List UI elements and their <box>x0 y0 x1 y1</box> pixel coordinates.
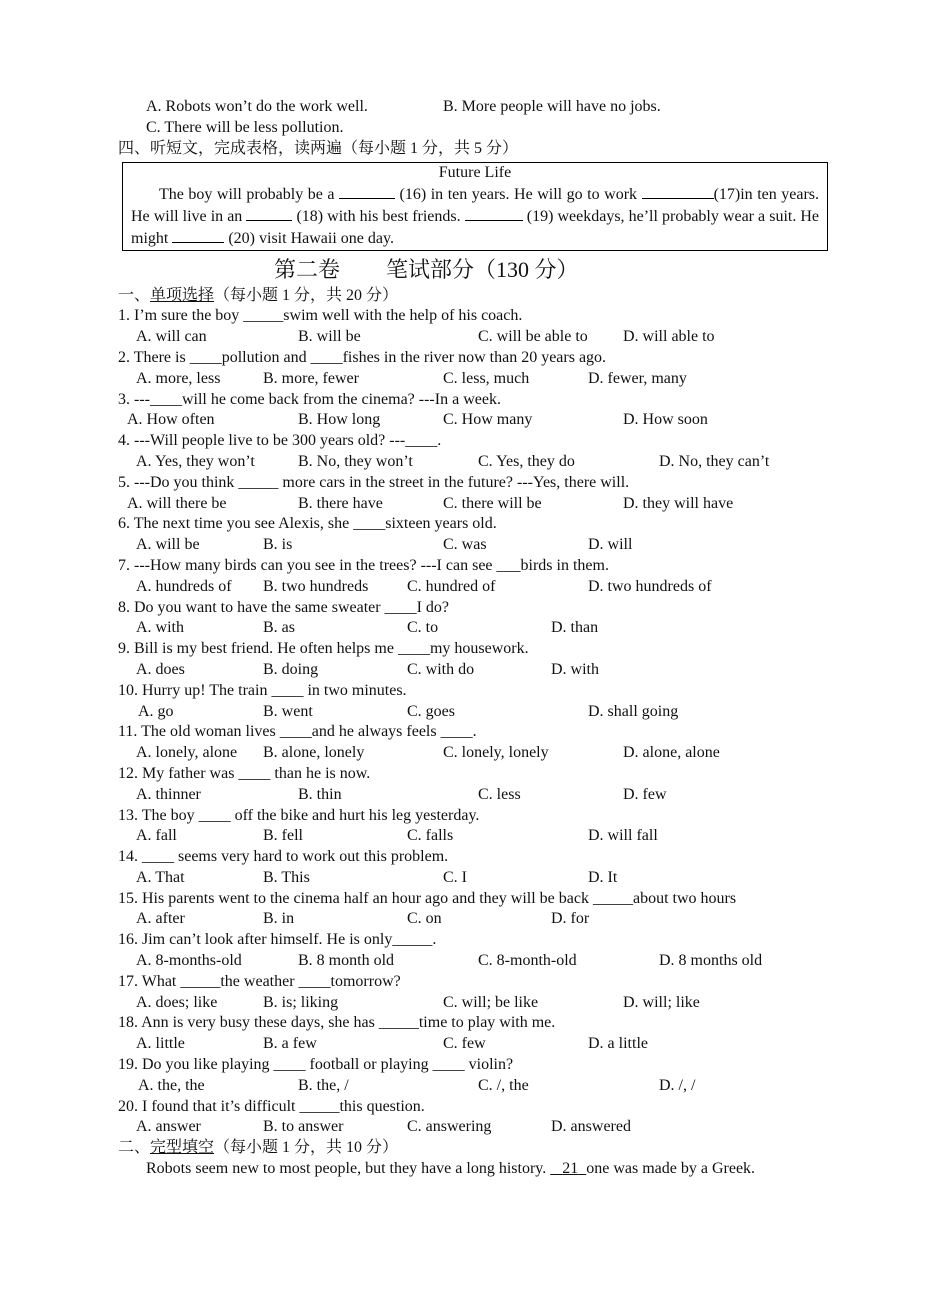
question-6-option-b[interactable]: B. is <box>263 536 293 554</box>
question-1-option-a[interactable]: A. will can <box>136 328 207 346</box>
option-c: C. There will be less pollution. <box>146 118 344 136</box>
question-1-option-d[interactable]: D. will able to <box>623 328 715 346</box>
question-18-options <box>118 1034 832 1055</box>
question-3-option-c[interactable]: C. How many <box>443 411 533 429</box>
question-20-stem: 20. I found that it’s difficult _____this question. <box>118 1097 425 1115</box>
question-12-stem: 12. My father was ____ than he is now. <box>118 764 371 782</box>
question-12-option-d[interactable]: D. few <box>623 785 667 803</box>
blank-20[interactable] <box>172 228 224 243</box>
volume2-label: 第二卷 <box>274 256 341 282</box>
question-8-options <box>118 618 832 639</box>
listening-options-row <box>118 97 832 118</box>
question-1-option-b[interactable]: B. will be <box>298 328 361 346</box>
question-20-option-c[interactable]: C. answering <box>407 1118 492 1136</box>
cloze-text-b: one was made by a <box>586 1160 708 1178</box>
question-2-option-d[interactable]: D. fewer, many <box>588 369 687 387</box>
box-seg3: (17)in ten years. He will live in an <box>131 186 820 225</box>
section2-heading <box>118 1138 832 1159</box>
question-8-option-a[interactable]: A. with <box>136 619 184 637</box>
future-life-box <box>122 162 828 250</box>
box-paragraph <box>131 184 819 249</box>
question-11-stem: 11. The old woman lives ____and he always feels ____. <box>118 723 477 741</box>
cloze-text-c: Greek. <box>711 1160 756 1178</box>
question-20-option-b[interactable]: B. to answer <box>263 1118 344 1136</box>
question-18-option-b[interactable]: B. a few <box>263 1035 317 1053</box>
question-10-option-b[interactable]: B. went <box>263 702 313 720</box>
question-11-option-d[interactable]: D. alone, alone <box>623 744 720 762</box>
question-8-option-b[interactable]: B. as <box>263 619 295 637</box>
question-8-option-d[interactable]: D. than <box>551 619 599 637</box>
question-3-option-a[interactable]: A. How often <box>127 411 215 429</box>
question-14-option-c[interactable]: C. I <box>443 868 467 886</box>
question-7-stem: 7. ---How many birds can you see in the trees? ---I can see ___birds in them. <box>118 556 609 574</box>
section2-label: 完型填空 <box>150 1139 215 1157</box>
question-17-option-d[interactable]: D. will; like <box>623 993 700 1011</box>
question-7-option-d[interactable]: D. two hundreds of <box>588 577 712 595</box>
box-seg7: day. <box>367 229 394 247</box>
section1-tail: （每小题 1 分，共 20 分） <box>214 286 399 304</box>
question-4-options <box>118 452 832 473</box>
question-7-option-c[interactable]: C. hundred of <box>407 577 496 595</box>
box-seg5: (19) weekdays, he’ll probably wear a suit. He might <box>131 207 820 247</box>
question-6-options <box>118 535 832 556</box>
question-2-stem: 2. There is ____pollution and ____fishes in the river now than 20 years ago. <box>118 348 607 366</box>
question-6-option-c[interactable]: C. was <box>443 536 487 554</box>
question-6-stem: 6. The next time you see Alexis, she ____sixteen years old. <box>118 515 497 533</box>
question-8-option-c[interactable]: C. to <box>407 619 439 637</box>
question-20-option-d[interactable]: D. answered <box>551 1118 631 1136</box>
question-19-option-c[interactable]: C. /, the <box>478 1076 529 1094</box>
question-2-option-a[interactable]: A. more, less <box>136 369 221 387</box>
question-5-stem: 5. ---Do you think _____ more cars in the street in the future? ---Yes, there will. <box>118 473 630 491</box>
question-16-options <box>118 951 832 972</box>
volume2-subtitle: 笔试部分（130 分） <box>386 256 579 282</box>
box-title: Future Life <box>438 164 512 182</box>
question-14-options <box>118 868 832 889</box>
question-4-option-b[interactable]: B. No, they won’t <box>298 452 413 470</box>
question-18-option-d[interactable]: D. a little <box>588 1035 648 1053</box>
blank-16[interactable] <box>339 184 395 199</box>
question-15-stem: 15. His parents went to the cinema half an hour ago and they will be back _____about two hours <box>118 889 737 907</box>
question-2-option-b[interactable]: B. more, fewer <box>263 369 359 387</box>
question-3-option-d[interactable]: D. How soon <box>623 411 708 429</box>
question-4-option-d[interactable]: D. No, they can’t <box>659 452 770 470</box>
question-15-option-d[interactable]: D. for <box>551 910 590 928</box>
question-9-stem: 9. Bill is my best friend. He often helps me ____my housework. <box>118 640 529 658</box>
question-7-options <box>118 577 832 598</box>
question-5-option-d[interactable]: D. they will have <box>623 494 734 512</box>
question-12-options <box>118 785 832 806</box>
question-14-option-a[interactable]: A. That <box>136 868 185 886</box>
blank-19[interactable] <box>465 206 523 221</box>
question-10-options <box>118 702 832 723</box>
question-17-option-c[interactable]: C. will; be like <box>443 993 539 1011</box>
cloze-blank-21[interactable] <box>550 1160 586 1177</box>
question-13-option-d[interactable]: D. will fall <box>588 827 658 845</box>
question-13-option-a[interactable]: A. fall <box>136 827 177 845</box>
question-11-option-a[interactable]: A. lonely, alone <box>136 744 238 762</box>
question-4-option-a[interactable]: A. Yes, they won’t <box>136 452 255 470</box>
question-15-options <box>118 909 832 930</box>
question-17-stem: 17. What _____the weather ____tomorrow? <box>118 972 401 990</box>
question-9-option-c[interactable]: C. with do <box>407 660 475 678</box>
question-19-options <box>118 1076 832 1097</box>
section1-heading <box>118 286 832 307</box>
section1-num: 一、 <box>118 286 151 304</box>
question-13-option-c[interactable]: C. falls <box>407 827 454 845</box>
question-13-option-b[interactable]: B. fell <box>263 827 303 845</box>
question-6-option-a[interactable]: A. will be <box>136 536 200 554</box>
question-17-options <box>118 993 832 1014</box>
cloze-text-a: Robots seem new to most people, but they have a long history. <box>146 1160 547 1178</box>
question-12-option-c[interactable]: C. less <box>478 785 521 803</box>
question-15-option-b[interactable]: B. in <box>263 910 295 928</box>
question-7-option-b[interactable]: B. two hundreds <box>263 577 369 595</box>
question-14-option-b[interactable]: B. This <box>263 868 310 886</box>
question-20-options <box>118 1117 832 1138</box>
question-9-option-a[interactable]: A. does <box>136 660 185 678</box>
question-5-option-c[interactable]: C. there will be <box>443 494 542 512</box>
question-3-option-b[interactable]: B. How long <box>298 411 381 429</box>
question-4-stem: 4. ---Will people live to be 300 years old? ---____. <box>118 432 442 450</box>
question-9-option-b[interactable]: B. doing <box>263 660 319 678</box>
question-11-options <box>118 743 832 764</box>
question-11-option-b[interactable]: B. alone, lonely <box>263 744 365 762</box>
box-seg2: (16) in ten years. He will go to work <box>399 186 638 204</box>
question-20-option-a[interactable]: A. answer <box>136 1118 201 1136</box>
question-8-stem: 8. Do you want to have the same sweater ____I do? <box>118 598 450 616</box>
question-17-option-b[interactable]: B. is; liking <box>263 993 339 1011</box>
questions-list <box>118 306 832 1138</box>
question-16-stem: 16. Jim can’t look after himself. He is only_____. <box>118 931 437 949</box>
blank-17[interactable] <box>642 184 714 199</box>
box-seg6: (20) visit Hawaii one <box>228 229 364 247</box>
question-15-option-a[interactable]: A. after <box>136 910 185 928</box>
section2-num: 二、 <box>118 1139 151 1157</box>
question-10-option-d[interactable]: D. shall going <box>588 702 679 720</box>
question-15-option-c[interactable]: C. on <box>407 910 442 928</box>
option-b: B. More people will have no jobs. <box>443 98 661 115</box>
question-16-option-d[interactable]: D. 8 months old <box>659 952 763 970</box>
question-18-option-c[interactable]: C. few <box>443 1035 486 1053</box>
question-4-option-c[interactable]: C. Yes, they do <box>478 452 575 470</box>
exam-page <box>118 97 832 1180</box>
question-2-option-c[interactable]: C. less, much <box>443 369 530 387</box>
question-3-stem: 3. ---____will he come back from the cinema? ---In a week. <box>118 390 501 408</box>
question-16-option-c[interactable]: C. 8-month-old <box>478 952 577 970</box>
question-18-option-a[interactable]: A. little <box>136 1035 185 1053</box>
cloze-blank-num: 21 <box>562 1160 579 1178</box>
section2-tail: （每小题 1 分，共 10 分） <box>214 1139 399 1157</box>
question-5-options <box>118 494 832 515</box>
question-9-option-d[interactable]: D. with <box>551 660 599 678</box>
question-18-stem: 18. Ann is very busy these days, she has _____time to play with me. <box>118 1014 556 1032</box>
cloze-paragraph <box>118 1159 832 1180</box>
question-12-option-a[interactable]: A. thinner <box>136 785 201 803</box>
question-14-stem: 14. ____ seems very hard to work out this problem. <box>118 848 449 866</box>
question-12-option-b[interactable]: B. thin <box>298 785 342 803</box>
question-19-option-d[interactable]: D. /, / <box>659 1076 696 1094</box>
question-3-options <box>118 410 832 431</box>
question-2-options <box>118 369 832 390</box>
question-6-option-d[interactable]: D. will <box>588 536 633 554</box>
question-1-option-c[interactable]: C. will be able to <box>478 328 588 346</box>
question-5-option-b[interactable]: B. there have <box>298 494 383 512</box>
question-1-options <box>118 327 832 348</box>
section1-label: 单项选择 <box>150 286 215 304</box>
question-10-stem: 10. Hurry up! The train ____ in two minutes. <box>118 681 407 699</box>
question-1-stem: 1. I’m sure the boy _____swim well with the help of his coach. <box>118 307 523 325</box>
question-16-option-b[interactable]: B. 8 month old <box>298 952 395 970</box>
question-19-option-b[interactable]: B. the, / <box>298 1076 349 1094</box>
box-seg1: The boy will probably be a <box>159 186 335 204</box>
option-a: A. Robots won’t do the work well. <box>146 98 368 115</box>
question-19-option-a[interactable]: A. the, the <box>138 1076 205 1094</box>
blank-18[interactable] <box>246 206 292 221</box>
question-10-option-c[interactable]: C. goes <box>407 702 455 720</box>
question-19-stem: 19. Do you like playing ____ football or playing ____ violin? <box>118 1056 514 1074</box>
question-13-stem: 13. The boy ____ off the bike and hurt his leg yesterday. <box>118 806 480 824</box>
question-7-option-a[interactable]: A. hundreds of <box>136 577 232 595</box>
question-17-option-a[interactable]: A. does; like <box>136 993 218 1011</box>
question-11-option-c[interactable]: C. lonely, lonely <box>443 744 549 762</box>
question-16-option-a[interactable]: A. 8-months-old <box>136 952 242 970</box>
volume2-title <box>118 254 832 286</box>
part4-heading: 四、听短文，完成表格，读两遍（每小题 1 分，共 5 分） <box>118 139 519 157</box>
question-14-option-d[interactable]: D. It <box>588 868 618 886</box>
question-13-options <box>118 826 832 847</box>
box-seg4: (18) with his best friends. <box>296 207 461 225</box>
question-10-option-a[interactable]: A. go <box>138 702 174 720</box>
question-9-options <box>118 660 832 681</box>
question-5-option-a[interactable]: A. will there be <box>127 494 227 512</box>
